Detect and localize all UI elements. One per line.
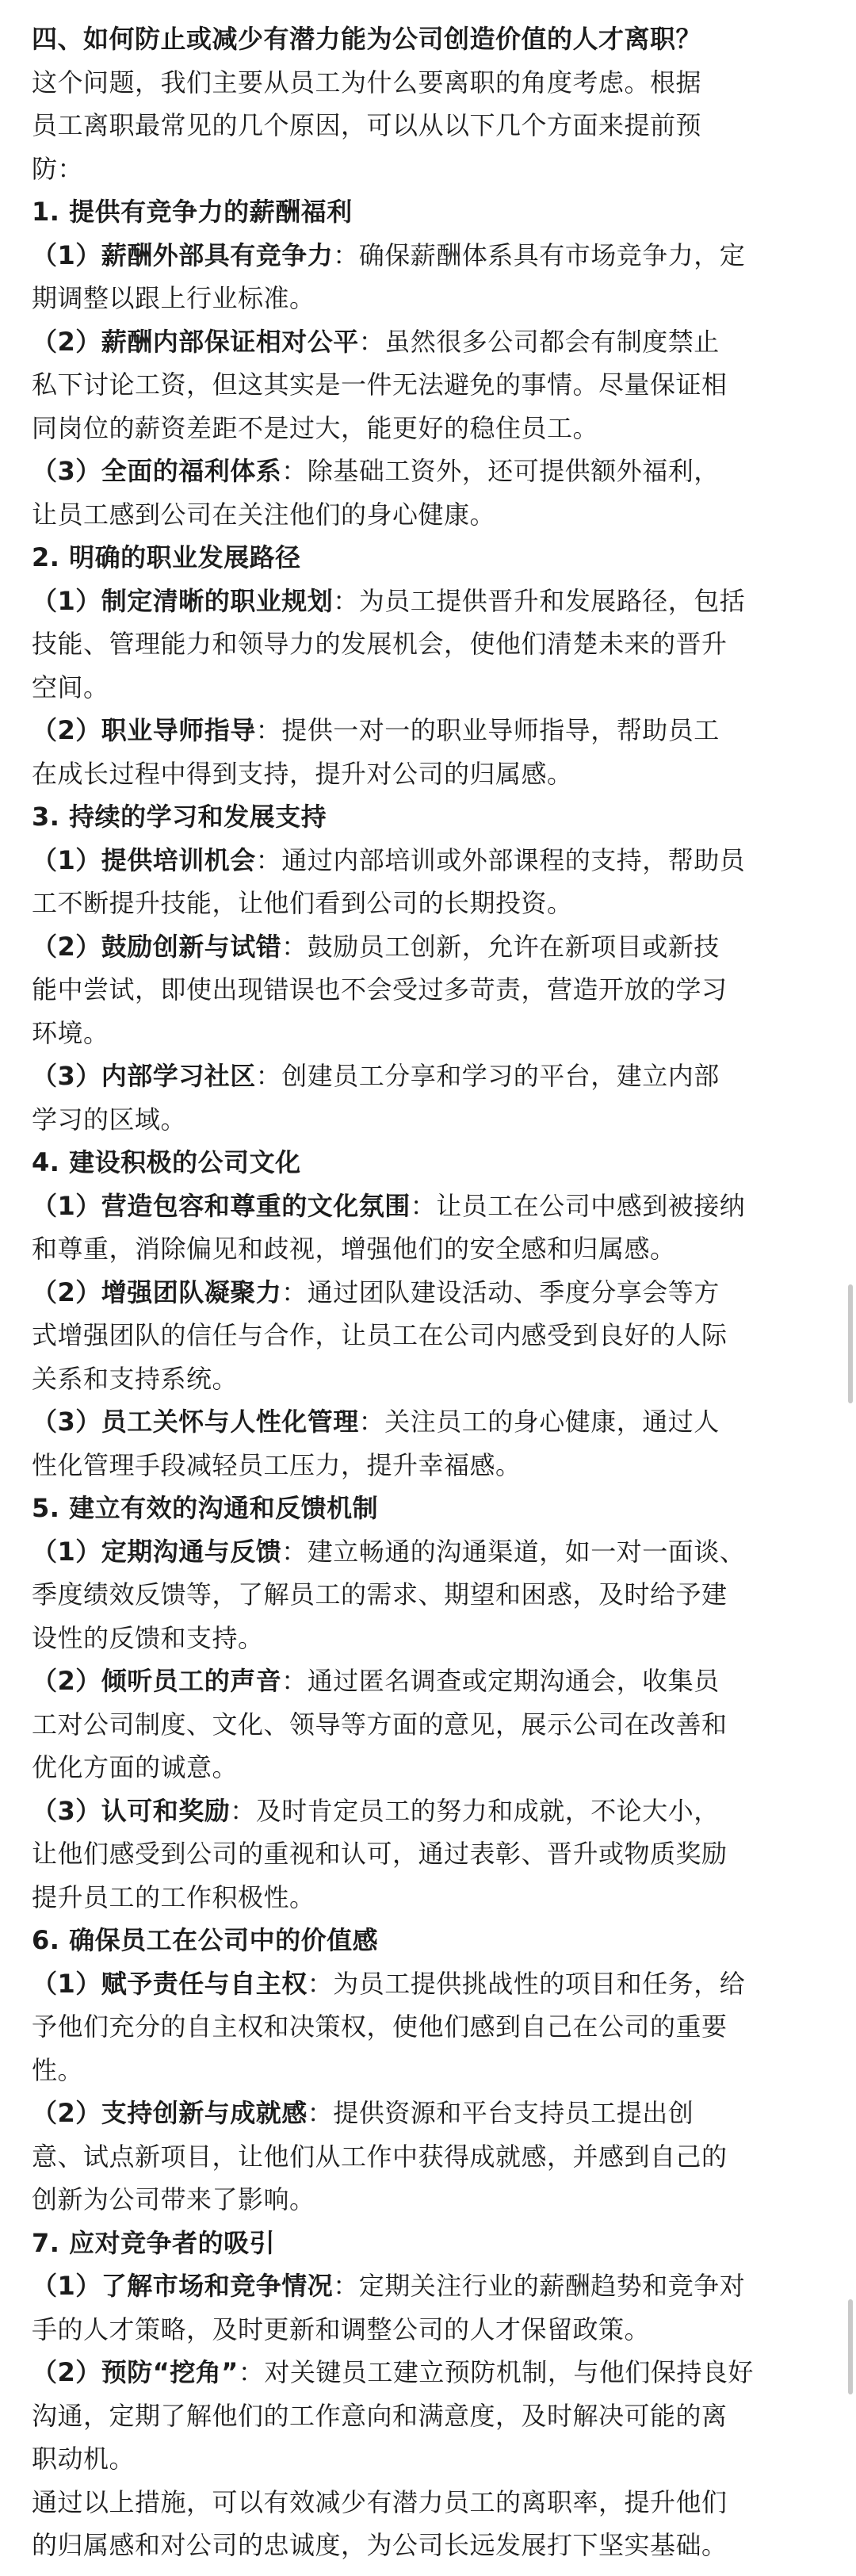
list-item-line	[32, 925, 824, 969]
body-text-line: 让他们感受到公司的重视和认可，通过表彰、晋升或物质奖励	[32, 1839, 728, 1869]
list-item-label: （1）了解市场和竞争情况	[32, 2271, 334, 2301]
body-text-line: 设性的反馈和支持。	[32, 1622, 264, 1653]
body-text-line: 学习的区域。	[32, 1104, 187, 1135]
list-item-line	[32, 2264, 824, 2308]
body-text-line: 性化管理手段减轻员工压力，提升幸福感。	[32, 1449, 522, 1480]
list-item-text: ：虽然很多公司都会有制度禁止	[358, 326, 720, 357]
body-text-line: 予他们充分的自主权和决策权，使他们感到自己在公司的重要	[32, 2011, 728, 2042]
body-text-line: 这个问题，我们主要从员工为什么要离职的角度考虑。根据	[32, 67, 702, 98]
list-item-label: （2）预防“挖角”	[32, 2357, 239, 2387]
list-item-text: ：为员工提供挑战性的项目和任务，给	[307, 1968, 746, 1999]
list-item-label: （2）鼓励创新与试错	[32, 931, 282, 962]
body-text-line: 创新为公司带来了影响。	[32, 2184, 315, 2214]
section-heading: 4. 建设积极的公司文化	[32, 1147, 301, 1177]
list-item-label: （2）职业导师指导	[32, 715, 256, 745]
body-text-line: 空间。	[32, 672, 109, 702]
list-item-text: ：对关键员工建立预防机制，与他们保持良好	[238, 2357, 754, 2387]
list-item-label: （2）支持创新与成就感	[32, 2098, 308, 2128]
list-item-line	[32, 234, 824, 278]
list-item-line	[32, 580, 824, 623]
list-item-line	[32, 320, 824, 364]
section-heading: 1. 提供有竞争力的薪酬福利	[32, 197, 353, 227]
list-item-line	[32, 1659, 824, 1703]
list-item-line	[32, 1400, 824, 1444]
body-text-line: 意、试点新项目，让他们从工作中获得成就感，并感到自己的	[32, 2141, 728, 2172]
list-item-line	[32, 1271, 824, 1315]
list-item-line	[32, 1962, 824, 2006]
list-item-text: ：建立畅通的沟通渠道，如一对一面谈、	[281, 1536, 746, 1567]
section-heading: 2. 明确的职业发展路径	[32, 542, 301, 572]
body-text-line: 沟通，定期了解他们的工作意向和满意度，及时解决可能的离	[32, 2400, 728, 2431]
list-item-text: ：及时肯定员工的努力和成就，不论大小，	[230, 1795, 720, 1826]
list-item-text: ：为员工提供晋升和发展路径，包括	[333, 585, 746, 616]
list-item-label: （3）认可和奖励	[32, 1795, 231, 1826]
list-item-label: （1）制定清晰的职业规划	[32, 585, 334, 616]
list-item-label: （3）内部学习社区	[32, 1061, 256, 1091]
body-text-line: 在成长过程中得到支持，提升对公司的归属感。	[32, 758, 573, 789]
body-text-line: 工不断提升技能，让他们看到公司的长期投资。	[32, 888, 573, 918]
article-lines	[32, 17, 824, 2567]
list-item-text: ：鼓励员工创新，允许在新项目或新技	[281, 931, 720, 962]
list-item-label: （1）定期沟通与反馈	[32, 1536, 282, 1567]
list-item-text: ：确保薪酬体系具有市场竞争力，定	[333, 239, 746, 270]
body-text-line: 期调整以跟上行业标准。	[32, 283, 315, 313]
body-text-line: 私下讨论工资，但这其实是一件无法避免的事情。尽量保证相	[32, 369, 728, 400]
scrollbar-thumb[interactable]	[848, 1284, 853, 1403]
body-text-line: 让员工感到公司在关注他们的身心健康。	[32, 499, 496, 530]
body-text-line: 员工离职最常见的几个原因，可以从以下几个方面来提前预	[32, 110, 702, 140]
list-item-text: ：通过内部培训或外部课程的支持，帮助员	[255, 844, 746, 875]
body-text-line: 能中尝试，即使出现错误也不会受过多苛责，营造开放的学习	[32, 974, 728, 1005]
body-text-line: 的归属感和对公司的忠诚度，为公司长远发展打下坚实基础。	[32, 2530, 728, 2560]
body-text-line: 关系和支持系统。	[32, 1363, 239, 1394]
section-heading: 7. 应对竞争者的吸引	[32, 2227, 276, 2258]
list-item-text: ：关注员工的身心健康，通过人	[358, 1407, 720, 1437]
list-item-label: （1）薪酬外部具有竞争力	[32, 239, 334, 270]
list-item-text: ：让员工在公司中感到被接纳	[410, 1190, 746, 1221]
list-item-line	[32, 1055, 824, 1098]
list-item-line	[32, 450, 824, 493]
list-item-text: ：除基础工资外，还可提供额外福利，	[281, 456, 720, 486]
body-text-line: 同岗位的薪资差距不是过大，能更好的稳住员工。	[32, 412, 599, 443]
list-item-line	[32, 1789, 824, 1833]
list-item-text: ：创建员工分享和学习的平台，建立内部	[255, 1061, 720, 1091]
body-text-line: 防：	[32, 153, 84, 184]
section-heading: 6. 确保员工在公司中的价值感	[32, 1925, 379, 1955]
list-item-label: （2）增强团队凝聚力	[32, 1277, 282, 1307]
list-item-label: （3）全面的福利体系	[32, 456, 282, 486]
list-item-label: （3）员工关怀与人性化管理	[32, 1407, 359, 1437]
list-item-line	[32, 1530, 824, 1574]
body-text-line: 通过以上措施，可以有效减少有潜力员工的离职率，提升他们	[32, 2486, 728, 2517]
list-item-text: ：通过匿名调查或定期沟通会，收集员	[281, 1666, 720, 1696]
list-item-line	[32, 709, 824, 752]
page-heading: 四、如何防止或减少有潜力能为公司创造价值的人才离职？	[32, 24, 702, 54]
list-item-line	[32, 2351, 824, 2394]
scrollbar-thumb-lower[interactable]	[848, 2299, 853, 2394]
list-item-label: （1）营造包容和尊重的文化氛围	[32, 1190, 411, 1221]
body-text-line: 提升员工的工作积极性。	[32, 1881, 315, 1912]
list-item-text: ：通过团队建设活动、季度分享会等方	[281, 1277, 720, 1307]
body-text-line: 工对公司制度、文化、领导等方面的意见，展示公司在改善和	[32, 1709, 728, 1740]
body-text-line: 环境。	[32, 1017, 109, 1048]
body-text-line: 手的人才策略，及时更新和调整公司的人才保留政策。	[32, 2314, 651, 2344]
list-item-label: （1）提供培训机会	[32, 844, 256, 875]
body-text-line: 性。	[32, 2054, 84, 2085]
body-text-line: 职动机。	[32, 2444, 136, 2474]
list-item-label: （2）倾听员工的声音	[32, 1666, 282, 1696]
body-text-line: 季度绩效反馈等，了解员工的需求、期望和困惑，及时给予建	[32, 1579, 728, 1610]
body-text-line: 式增强团队的信任与合作，让员工在公司内感受到良好的人际	[32, 1320, 728, 1350]
section-heading: 3. 持续的学习和发展支持	[32, 802, 327, 832]
body-text-line: 和尊重，消除偏见和歧视，增强他们的安全感和归属感。	[32, 1234, 676, 1264]
list-item-label: （1）赋予责任与自主权	[32, 1968, 308, 1999]
list-item-text: ：提供一对一的职业导师指导，帮助员工	[255, 715, 720, 745]
list-item-line	[32, 2092, 824, 2135]
body-text-line: 优化方面的诚意。	[32, 1752, 239, 1782]
section-heading: 5. 建立有效的沟通和反馈机制	[32, 1493, 379, 1523]
list-item-line	[32, 1185, 824, 1228]
list-item-line	[32, 839, 824, 882]
list-item-label: （2）薪酬内部保证相对公平	[32, 326, 359, 357]
list-item-text: ：提供资源和平台支持员工提出创	[307, 2098, 694, 2128]
body-text-line: 技能、管理能力和领导力的发展机会，使他们清楚未来的晋升	[32, 629, 728, 659]
list-item-text: ：定期关注行业的薪酬趋势和竞争对	[333, 2271, 746, 2301]
